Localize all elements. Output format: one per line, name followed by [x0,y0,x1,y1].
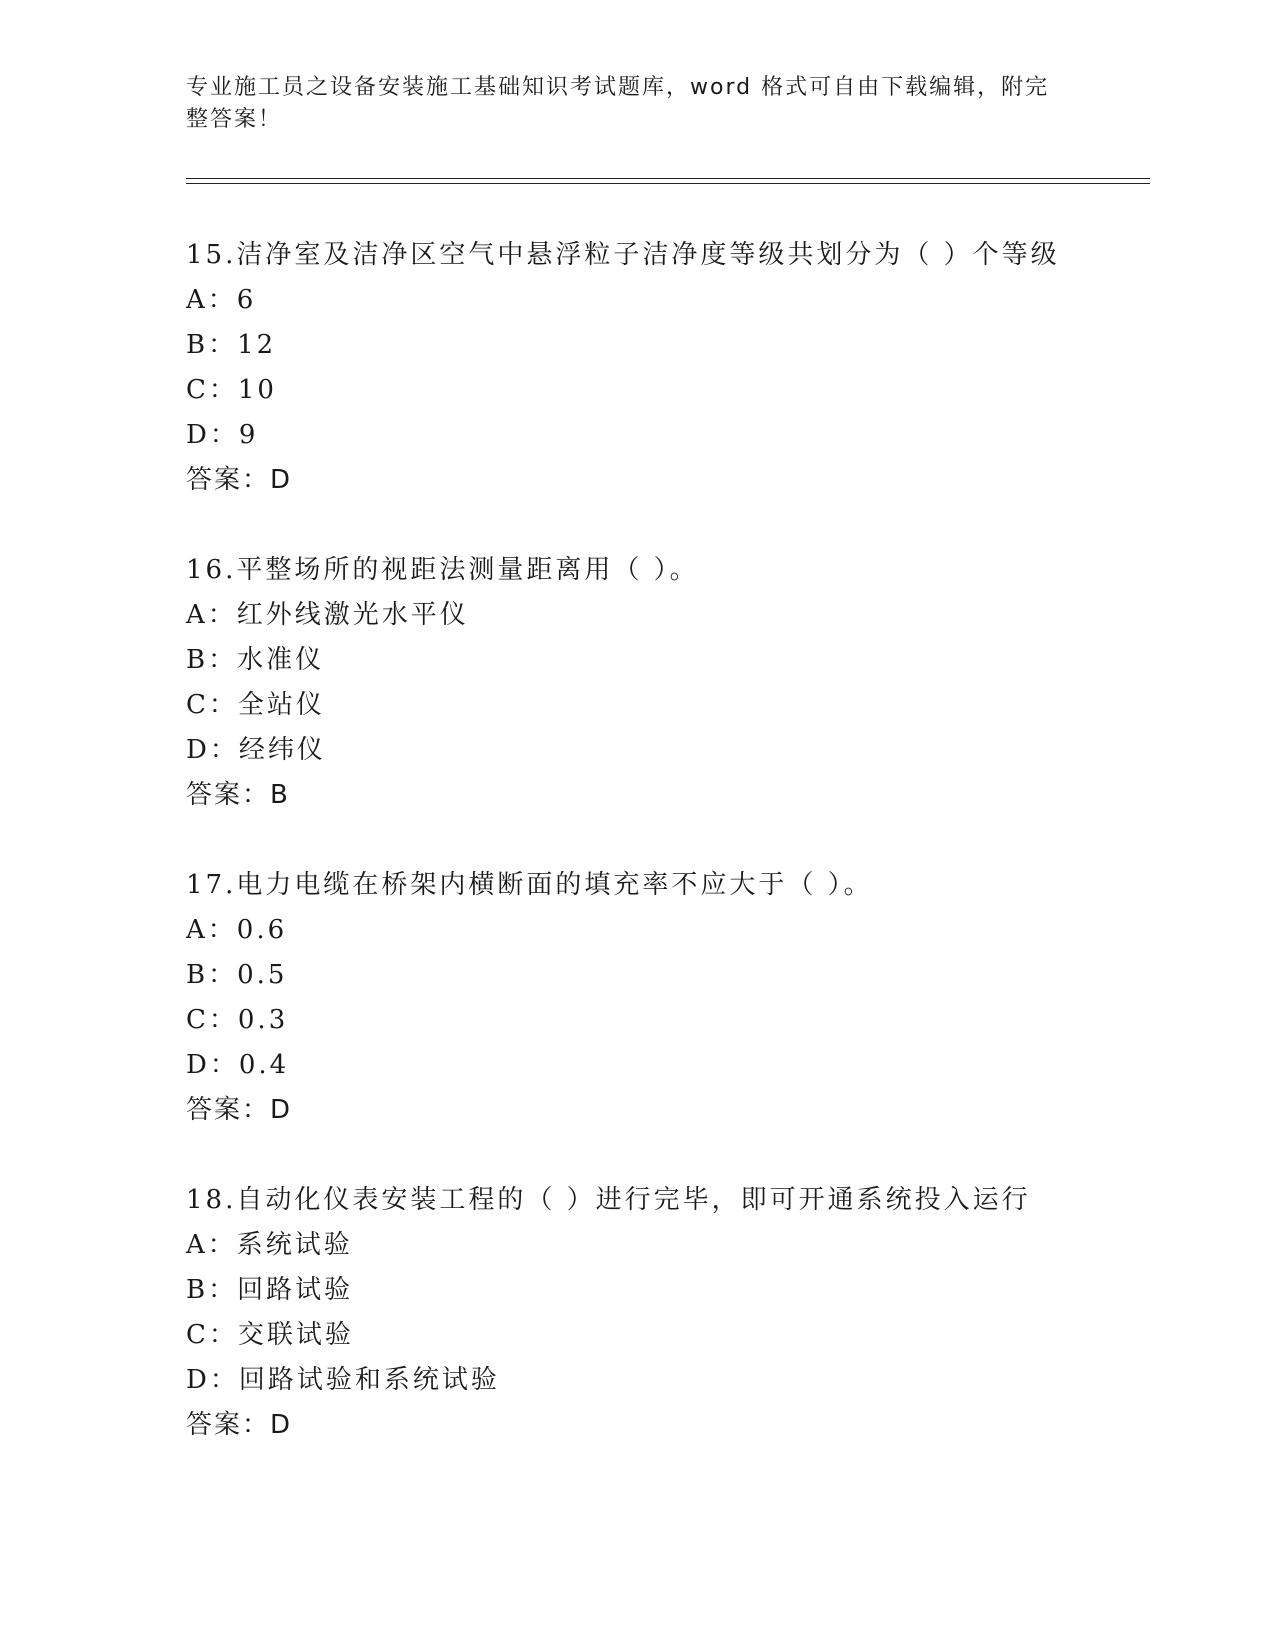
answer-line: 答案：D [186,465,293,495]
option-d: D：回路试验和系统试验 [186,1365,500,1395]
header-divider-bottom [186,183,1150,184]
answer-line: 答案：D [186,1095,293,1125]
question-17 [186,862,1166,1133]
question-title: 18.自动化仪表安装工程的（ ）进行完毕，即可开通系统投入运行 [186,1185,1031,1215]
question-16 [186,547,1166,818]
option-a: A：红外线激光水平仪 [186,600,469,630]
option-d: D：0.4 [186,1050,290,1080]
header-line-1: 专业施工员之设备安装施工基础知识考试题库，word 格式可自由下载编辑，附完 [186,75,1050,100]
document-header [186,72,1066,136]
option-b: B：回路试验 [186,1275,354,1305]
option-a: A：系统试验 [186,1230,353,1260]
option-c: C：0.3 [186,1005,289,1035]
option-a: A：0.6 [186,915,288,945]
option-d: D：经纬仪 [186,735,326,765]
header-line-2: 整答案！ [186,107,283,132]
option-b: B：0.5 [186,960,288,990]
question-title: 17.电力电缆在桥架内横断面的填充率不应大于（ ）。 [186,870,873,900]
option-a: A：6 [186,285,257,315]
header-divider-top [186,178,1150,179]
question-title: 15.洁净室及洁净区空气中悬浮粒子洁净度等级共划分为（ ）个等级 [186,240,1060,270]
option-c: C：交联试验 [186,1320,354,1350]
answer-line: 答案：B [186,780,290,810]
question-15 [186,232,1166,503]
option-c: C：10 [186,375,277,405]
option-b: B：水准仪 [186,645,325,675]
answer-line: 答案：D [186,1410,293,1440]
option-d: D：9 [186,420,259,450]
option-b: B：12 [186,330,277,360]
option-c: C：全站仪 [186,690,325,720]
question-18 [186,1177,1166,1448]
question-title: 16.平整场所的视距法测量距离用（ ）。 [186,555,699,585]
